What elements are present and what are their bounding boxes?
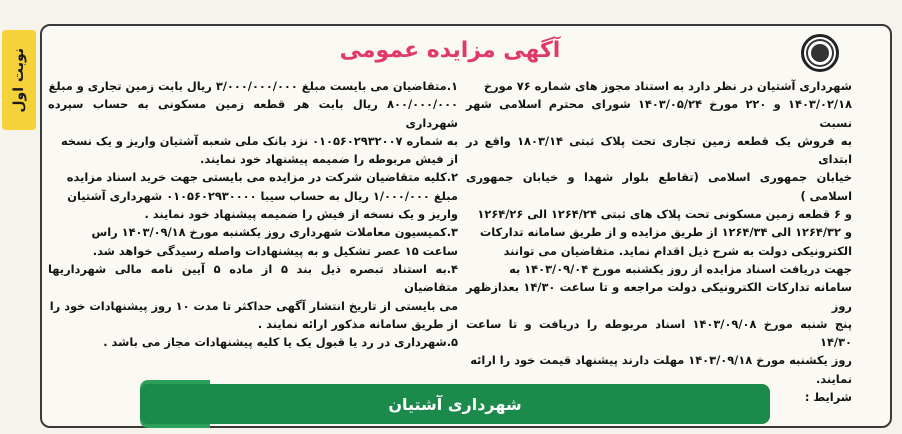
text-line: ۱.متقاضیان می بایست مبلغ ۳/۰۰۰/۰۰۰/۰۰۰ ریال بابت زمین تجاری و مبلغ [48,79,458,93]
text-line: ۴.به استناد تبصره ذیل بند ۵ از ماده ۵ آیین نامه مالی شهرداریها متقاضیان [48,261,458,295]
text-line: روز یکشنبه مورخ ۱۴۰۳/۰۹/۱۸ مهلت دارند پیشنهاد قیمت خود را ارائه [470,353,852,368]
text-line: به شماره ۰۱۰۵۶۰۲۹۳۲۰۰۷ نزد بانک ملی شعبه آشتیان واریز و یک نسخه [60,133,458,148]
side-tab-label: نوبت اول [11,47,27,113]
text-line: به فروش یک قطعه زمین تجاری تحت پلاک ثبتی ۱۸۰۳/۱۴ واقع در ابتدای [466,133,852,167]
text-line: نمایند. [815,371,852,386]
footer-banner [140,384,770,424]
footer-label: شهرداری آشتیان [388,394,522,414]
text-line: ۳.کمیسیون معاملات شهرداری روز یکشنبه مورخ ۱۴۰۳/۰۹/۱۸ راس [91,225,458,240]
side-tab [2,30,36,130]
text-line: پنج شنبه مورخ ۱۴۰۳/۰۹/۰۸ اسناد مربوطه را دریافت و تا ساعت ۱۴/۳۰ [466,316,853,350]
text-line: خیابان جمهوری اسلامی (تقاطع بلوار شهدا و خیابان جمهوری اسلامی ) [466,170,852,203]
text-line: و ۶ قطعه زمین مسکونی تحت پلاک های ثبتی ۱۲۶۴/۲۴ الی ۱۲۶۴/۲۶ [477,207,852,222]
text-line: می بایستی از تاریخ انتشار آگهی حداکثر تا مدت ۱۰ روز پیشنهادات خود را [49,298,458,313]
notice-title: آگهی مزایده عمومی [339,38,561,63]
text-line: سامانه تدارکات الکترونیکی دولت مراجعه و تا ساعت ۱۴/۳۰ بعدازظهر روز [466,280,852,313]
text-line: و ۱۲۶۴/۳۲ الی ۱۲۶۴/۳۴ از طریق مزایده و از طریق سامانه تدارکات [479,225,852,240]
text-line: جهت دریافت اسناد مزایده از روز یکشنبه مورخ ۱۴۰۳/۰۹/۰۴ به [509,261,852,276]
text-line: ۱۴۰۳/۰۲/۱۸ و ۲۲۰ مورخ ۱۴۰۳/۰۵/۲۴ شورای محترم اسلامی شهر نسبت [466,97,852,130]
text-line: مبلغ ۱/۰۰۰/۰۰۰ ریال به حساب سیبا ۰۱۰۵۶۰۲۹۳۰۰۰۰ شهرداری آشتیان [67,188,458,203]
text-line: از طریق سامانه مذکور ارائه نمایند . [257,316,458,331]
text-line: واریز و یک نسخه از فیش را ضمیمه پیشنهاد خود نمایند . [144,207,458,222]
conditions-text [48,77,458,351]
text-line: ۸۰۰/۰۰۰/۰۰۰ ریال بابت هر قطعه زمین مسکونی به حساب سپرده شهرداری [48,97,458,130]
body-text-right [466,77,852,406]
text-line: شرایط : [804,390,852,405]
text-line: ۲.کلیه متقاضیان شرکت در مزایده می بایستی جهت خرید اسناد مزایده [66,170,458,185]
municipality-logo-icon [801,34,839,72]
text-line: شهرداری آشتیان در نظر دارد به استناد مجوز های شماره ۷۶ مورخ [483,79,852,93]
text-line: ۵.شهرداری در رد یا قبول یک یا کلیه پیشنهادات مجاز می باشد . [103,335,458,350]
text-line: از فیش مربوطه را ضمیمه پیشنهاد خود نمایند. [200,152,458,167]
text-line: الکترونیکی دولت به شرح ذیل اقدام نماید. متقاضیان می توانند [503,243,852,258]
text-line: ساعت ۱۵ عصر تشکیل و به پیشنهادات واصله رسیدگی خواهد شد. [92,243,458,258]
